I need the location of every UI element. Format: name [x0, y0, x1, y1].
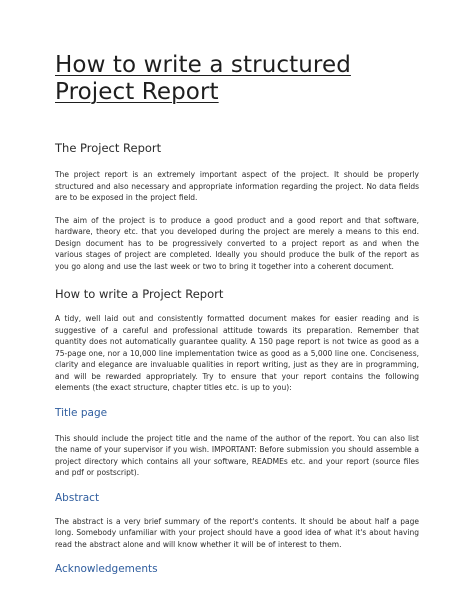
spacer	[55, 550, 419, 563]
spacer	[55, 155, 419, 169]
subsection-heading-acknowledgements: Acknowledgements	[55, 563, 158, 575]
paragraph: The aim of the project is to produce a good product and a good report and that software, hardware, theory etc. that you developed during the project are merely a means to this end. Design document has to be progressively converted to a project report as and when the various stages of project are completed. Ideally you should produce the bulk of the report as you go along and use the last week or two to bring it together into a coherent document.	[55, 215, 419, 271]
spacer	[55, 479, 419, 492]
section-heading-how-to-write: How to write a Project Report	[55, 287, 224, 301]
subsection-heading-title-page: Title page	[55, 406, 108, 419]
paragraph: A tidy, well laid out and consistently formatted document makes for easier reading and is suggestive of a careful and professional attitude towards its preparation. Remember that quantity does not automatically guarantee quality. A 150 page report is not twice as good as a 75-page one, nor a 10,000 line implementation twice as good as a 5,000 line one. Conciseness, clarity and elegance are invaluable qualities in report writing, just as they are in programming, and will be rewarded appropriately. Try to ensure that your report contains the following elements (the exact structure, chapter titles etc. is up to you):	[55, 314, 419, 392]
paragraph: The project report is an extremely important aspect of the project. It should be properly structured and also necessary and appropriate information regarding the project. No data fields are to be exposed in the project field.	[55, 170, 419, 202]
section-heading-project-report: The Project Report	[55, 141, 162, 155]
spacer	[55, 301, 419, 313]
spacer	[55, 204, 419, 215]
paragraph: The abstract is a very brief summary of the report's contents. It should be about half a page long. Somebody unfamiliar with your project should have a good idea of what it's about having read the abstract alone and will know whether it will be of interest to them.	[55, 516, 419, 549]
document-page	[55, 52, 419, 576]
spacer	[55, 420, 419, 433]
spacer	[55, 505, 419, 516]
subsection-heading-abstract: Abstract	[55, 491, 100, 504]
spacer	[55, 394, 419, 407]
spacer	[55, 106, 419, 141]
spacer	[55, 272, 419, 287]
paragraph: This should include the project title and the name of the author of the report. You can also list the name of your supervisor if you wish. IMPORTANT: Before submission you should assemble a project directory which contains all your software, READMEs etc. and your report (source files and pdf or postscript).	[55, 433, 419, 477]
document-title: How to write a structured Project Report	[55, 52, 351, 105]
